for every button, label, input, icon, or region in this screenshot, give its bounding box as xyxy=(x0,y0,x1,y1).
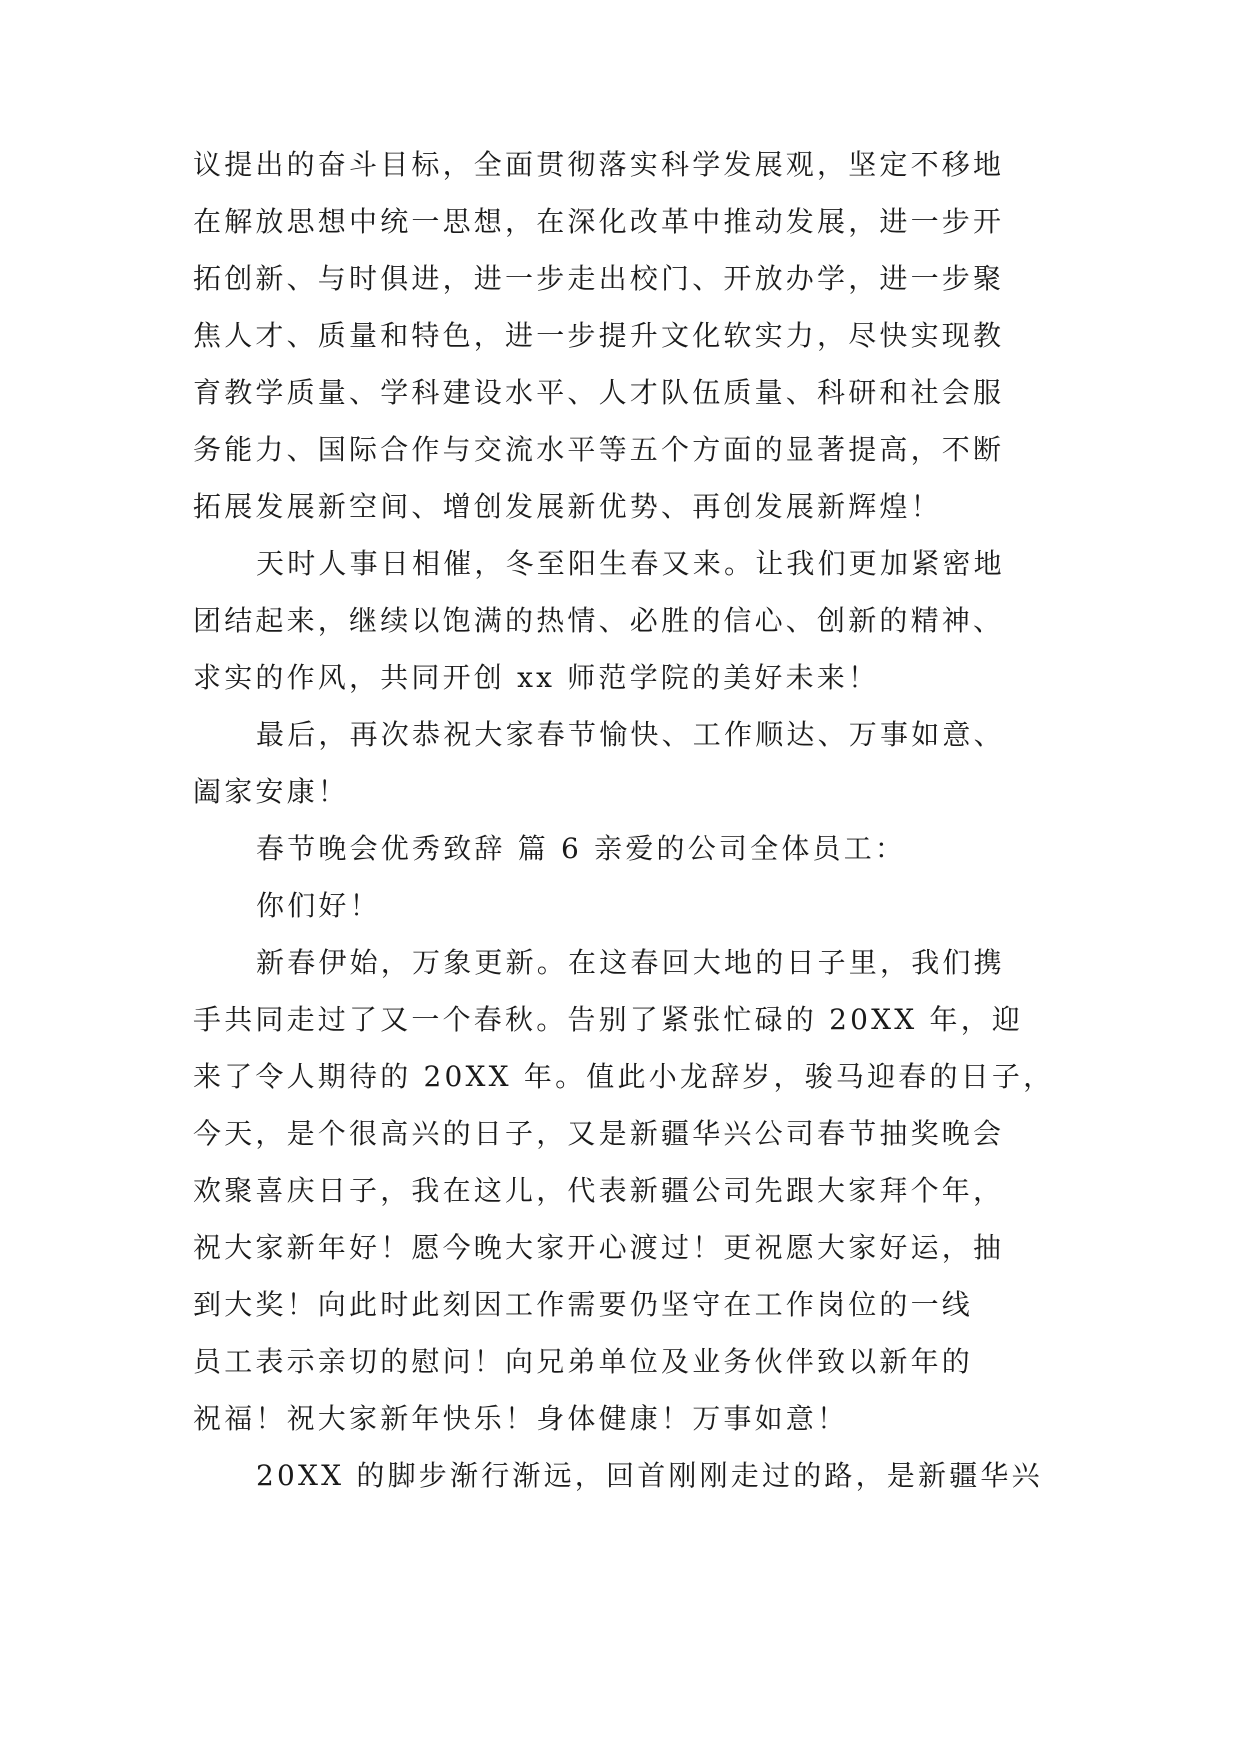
text-line: 拓展发展新空间、增创发展新优势、再创发展新辉煌！ xyxy=(193,490,942,523)
text-line: 焦人才、质量和特色，进一步提升文化软实力，尽快实现教 xyxy=(193,319,1005,352)
text-line: 来了令人期待的 20XX 年。值此小龙辞岁，骏马迎春的日子， xyxy=(193,1060,1055,1093)
text-line: 手共同走过了又一个春秋。告别了紧张忙碌的 20XX 年，迎 xyxy=(193,1003,1024,1036)
text-line: 20XX 的脚步渐行渐远，回首刚刚走过的路，是新疆华兴 xyxy=(256,1459,1043,1492)
section-heading: 春节晚会优秀致辞 篇 6 亲爱的公司全体员工： xyxy=(256,832,907,865)
text-line: 欢聚喜庆日子，我在这儿，代表新疆公司先跟大家拜个年， xyxy=(193,1174,1005,1207)
text-line: 新春伊始，万象更新。在这春回大地的日子里，我们携 xyxy=(256,946,1005,979)
text-line: 最后，再次恭祝大家春节愉快、工作顺达、万事如意、 xyxy=(256,718,1005,751)
text-line: 祝福！祝大家新年快乐！身体健康！万事如意！ xyxy=(193,1402,849,1435)
text-line: 求实的作风，共同开创 xx 师范学院的美好未来！ xyxy=(193,661,880,694)
text-line: 拓创新、与时俱进，进一步走出校门、开放办学，进一步聚 xyxy=(193,262,1005,295)
text-line: 今天，是个很高兴的日子，又是新疆华兴公司春节抽奖晚会 xyxy=(193,1117,1005,1150)
text-line: 育教学质量、学科建设水平、人才队伍质量、科研和社会服 xyxy=(193,376,1005,409)
salutation: 你们好！ xyxy=(256,889,381,922)
text-line: 在解放思想中统一思想，在深化改革中推动发展，进一步开 xyxy=(193,205,1005,238)
text-line: 到大奖！向此时此刻因工作需要仍坚守在工作岗位的一线 xyxy=(193,1288,974,1321)
text-line: 阖家安康！ xyxy=(193,775,350,808)
text-line: 天时人事日相催，冬至阳生春又来。让我们更加紧密地 xyxy=(256,547,1005,580)
text-line: 务能力、国际合作与交流水平等五个方面的显著提高，不断 xyxy=(193,433,1005,466)
text-line: 祝大家新年好！愿今晚大家开心渡过！更祝愿大家好运，抽 xyxy=(193,1231,1005,1264)
text-line: 员工表示亲切的慰问！向兄弟单位及业务伙伴致以新年的 xyxy=(193,1345,974,1378)
text-line: 议提出的奋斗目标，全面贯彻落实科学发展观，坚定不移地 xyxy=(193,148,1005,181)
text-line: 团结起来，继续以饱满的热情、必胜的信心、创新的精神、 xyxy=(193,604,1005,637)
